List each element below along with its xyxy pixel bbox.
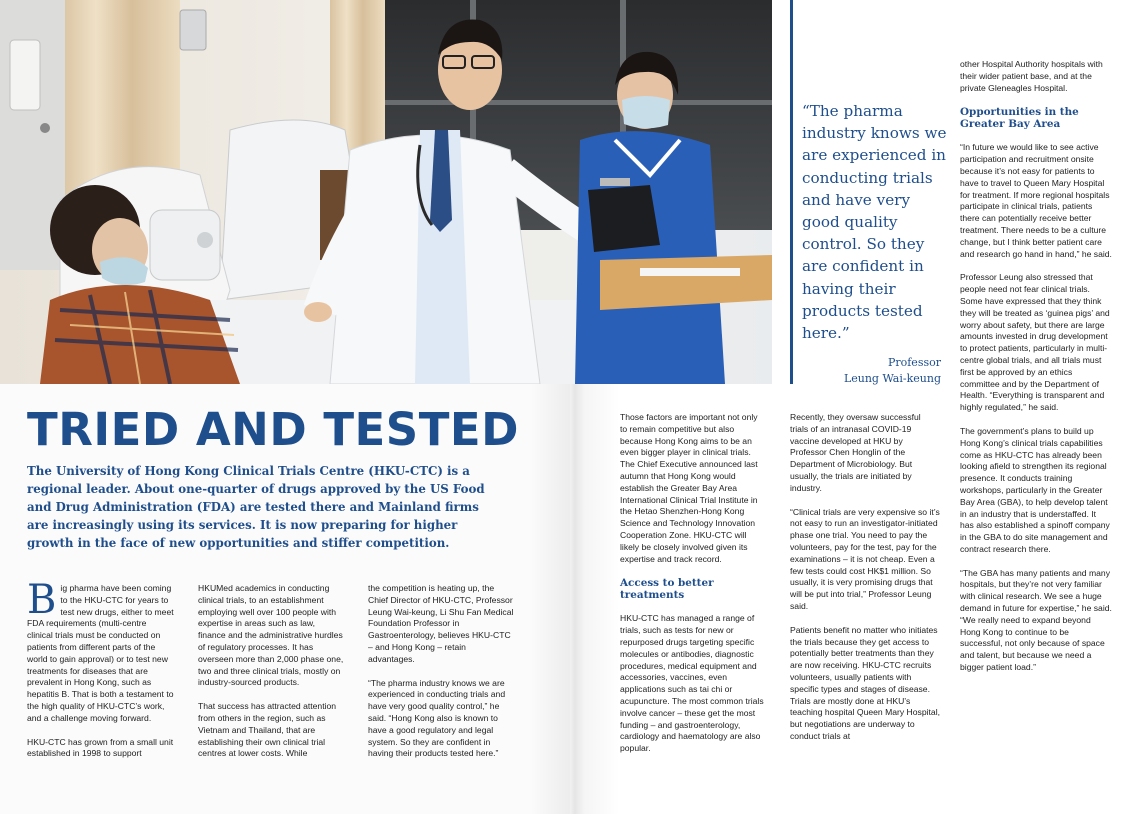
body-column-4 <box>620 412 767 767</box>
body-paragraph: “The pharma industry knows we are experienced in conducting trials and have very good quality control,” he said. “Hong Kong also is known to have a good regulatory and legal system. So they are confident in having their products tested here.” <box>368 677 506 759</box>
body-paragraph: The government’s plans to build up Hong Kong’s clinical trials capabilities come as HKU-CTC has already been looking afield to strengthen its regional presence. It conducts training workshops, particularly in the Greater Bay Area (GBA), to help develop talent in an industry that is understaffed. It has also established a spinoff company in the GBA to do site management and contract research there. <box>960 425 1110 554</box>
body-paragraph: HKUMed academics in conducting clinical trials, to an establishment employing well over 100 people with expertise in areas such as law, finance and the administrative hurdles of regulatory processes. It has overseen more than 2,000 phase one, two and three clinical trials, mostly on industry-sourced products. <box>198 583 344 688</box>
body-paragraph: Patients benefit no matter who initiates the trials because they get access to potentially better treatments than they are now receiving. HKU-CTC recruits volunteers, usually patients with specific types and stages of disease. Trials are mostly done at HKU’s teaching hospital Queen Mary Hospital, but negotiations are underway to conduct trials at <box>790 624 940 741</box>
section-heading: Access to better treatments <box>620 577 714 602</box>
body-paragraph: Recently, they oversaw successful trials of an intranasal COVID-19 vaccine developed at HKU by Professor Chen Honglin of the Department of Microbiology. But usually, the trials are initiated by industry. <box>790 412 921 493</box>
body-paragraph: Professor Leung also stressed that people need not fear clinical trials. Some have expressed that they think they will be treated as ‘guinea pigs’ and worry about safety, but there are large amounts invested in drug development to protect patients, particularly in multi-centre global trials, and all trials must first be approved by an ethics committee and by the Department of Health. “Everything is transparent and highly regulated,” he said. <box>960 272 1110 413</box>
section-heading: Opportunities in the Greater Bay Area <box>960 106 1079 131</box>
body-paragraph <box>27 577 174 725</box>
attribution-title: Professor <box>887 356 941 369</box>
body-column-1 <box>27 577 174 772</box>
body-paragraph: That success has attracted attention from others in the region, such as Vietnam and Thailand, that are establishing their own clinical trial centres at lower costs. While <box>198 701 337 759</box>
body-paragraph: the competition is heating up, the Chief Director of HKU-CTC, Professor Leung Wai-keung, Li Shu Fan Medical Foundation Professor in Gastroenterology, believes HKU-CTC – and Hong Kong – retain advantages. <box>368 583 514 664</box>
paragraph-text: ig pharma have been coming to the HKU-CTC for years to test new drugs, either to meet FDA requirements (multi-centre clinical trials must be conducted on patients from different parts of the world to gain approval) or to test new treatments for diseases that are prevalent in Hong Kong, such as hepatitis B. That is both a testament to the high quality of HKU-CTC’s work, and a challenge moving forward. <box>27 583 174 723</box>
body-paragraph: Those factors are important not only to remain competitive but also because Hong Kong aims to be an even bigger player in clinical trials. The Chief Executive announced last autumn that Hong Kong would establish the Greater Bay Area International Clinical Trial Institute in the Hetao Shenzhen-Hong Kong Science and Technology Innovation Cooperation Zone. HKU-CTC will likely be closely involved given its expertise and track record. <box>620 412 758 564</box>
body-paragraph: other Hospital Authority hospitals with their wider patient base, and at the private Gleneagles Hospital. <box>960 59 1103 93</box>
page-gutter <box>530 384 620 814</box>
body-paragraph: “In future we would like to see active participation and recruitment onsite because it’s not easy for patients to have to travel to Queen Mary Hospital for treatment. If more regional hospitals participate in clinical trials, patients there can potentially receive better treatment. There needs to be a culture change, but I think better patient care and research go hand in hand,” he said. <box>960 142 1112 259</box>
body-paragraph: HKU-CTC has managed a range of trials, such as tests for new or repurposed drugs targeting specific molecules or antibodies, diagnostic procedures, medical equipment and accessories, vaccines, even applications such as tai chi or acupuncture. The most common trials involve cancer – these get the most funding – and gastroenterology, cardiology and haematology are also popular. <box>620 613 764 754</box>
body-paragraph: “Clinical trials are very expensive so it’s not easy to run an investigator-initiated phase one trial. You need to pay the volunteers, pay for the test, pay for the examinations – it is not cheap. Even a few tests could cost HK$1 million. So usually, it is very promising drugs that will be put into trial,” Professor Leung said. <box>790 506 940 611</box>
body-column-6 <box>960 59 1112 686</box>
body-paragraph: “The GBA has many patients and many hospitals, but they’re not very familiar with clinical research. We see a huge demand in future for expertise,” he said. “We really need to expand beyond Hong Kong to continue to be successful, not only because of space and talent, but because we need a bigger patient load.” <box>960 567 1112 673</box>
article-standfirst: The University of Hong Kong Clinical Trials Centre (HKU-CTC) is a regional leader. About one-quarter of drugs approved by the US Food and Drug Administration (FDA) are tested there and Mainland firms are increasingly using its services. It is now preparing for higher growth in the face of new opportunities and stiffer competition. <box>27 464 485 550</box>
body-column-5 <box>790 412 940 755</box>
body-paragraph: HKU-CTC has grown from a small unit established in 1998 to support <box>27 736 174 759</box>
hospital-ward-photo <box>0 0 772 384</box>
drop-cap: B <box>27 577 57 623</box>
attribution-name: Leung Wai-keung <box>843 372 941 385</box>
body-column-3 <box>368 583 515 772</box>
body-column-2 <box>198 583 345 772</box>
pull-quote-attribution <box>802 355 941 387</box>
pull-quote: “The pharma industry knows we are experienced in conducting trials and have very good quality control. So they are confident in having their products tested here.” <box>802 102 947 343</box>
pull-quote-rule <box>790 0 793 384</box>
article-headline: TRIED AND TESTED <box>27 403 519 456</box>
